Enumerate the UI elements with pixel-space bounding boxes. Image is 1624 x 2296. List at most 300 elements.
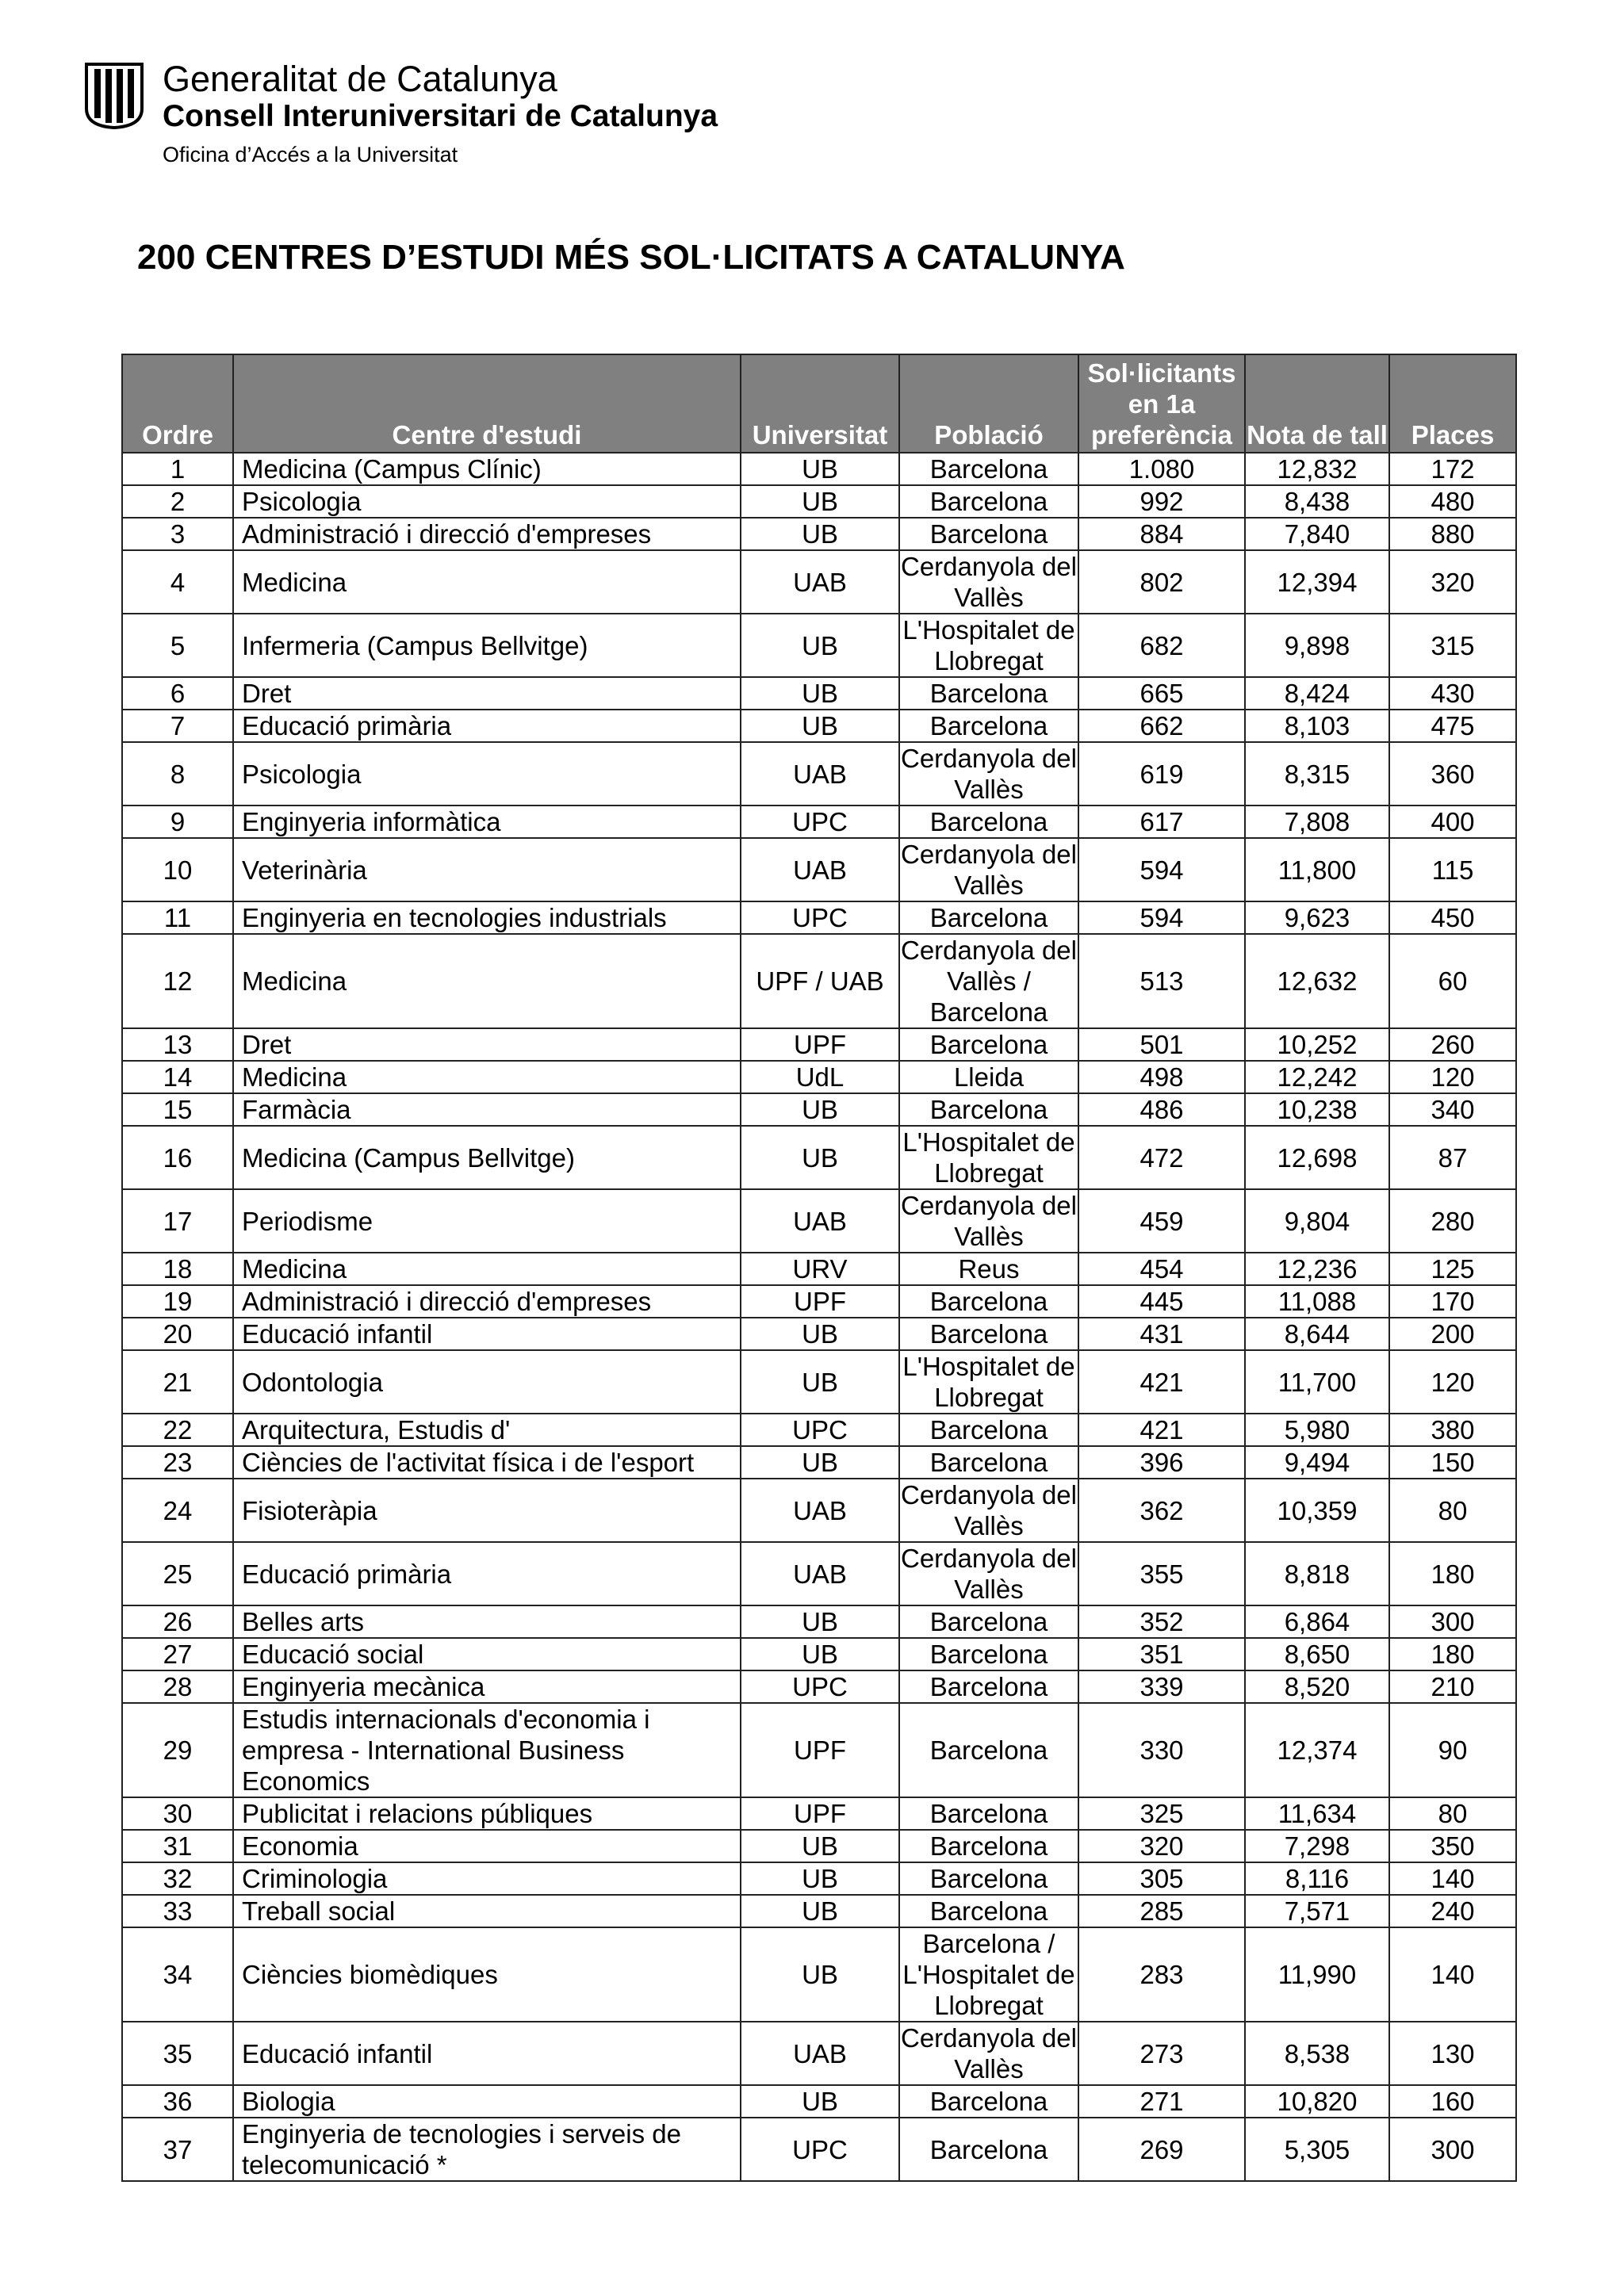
cell-nota-tall: 8,424 [1245,677,1389,710]
cell-places: 80 [1389,1479,1516,1542]
cell-centre: Publicitat i relacions públiques [233,1797,741,1830]
cell-sollicitants: 454 [1078,1253,1245,1285]
cell-universitat: UPF / UAB [741,934,899,1028]
cell-sollicitants: 330 [1078,1703,1245,1797]
cell-sollicitants: 285 [1078,1895,1245,1927]
cell-sollicitants: 992 [1078,485,1245,518]
table-row [122,1703,1516,1797]
cell-centre: Enginyeria mecànica [233,1670,741,1703]
cell-poblacio: Barcelona [899,1028,1078,1061]
cell-centre: Veterinària [233,838,741,901]
cell-nota-tall: 12,242 [1245,1061,1389,1093]
cell-centre: Arquitectura, Estudis d' [233,1414,741,1446]
table-row [122,1285,1516,1318]
cell-centre: Odontologia [233,1350,741,1414]
cell-poblacio: Cerdanyola del Vallès [899,2022,1078,2085]
cell-poblacio: Cerdanyola del Vallès [899,838,1078,901]
cell-universitat: UB [741,1927,899,2022]
cell-universitat: URV [741,1253,899,1285]
cell-poblacio: Cerdanyola del Vallès [899,742,1078,806]
cell-sollicitants: 498 [1078,1061,1245,1093]
cell-places: 180 [1389,1638,1516,1670]
table-row [122,1927,1516,2022]
cell-ordre: 13 [122,1028,233,1061]
table-row [122,1830,1516,1862]
cell-places: 200 [1389,1318,1516,1350]
cell-nota-tall: 8,438 [1245,485,1389,518]
cell-sollicitants: 351 [1078,1638,1245,1670]
cell-poblacio: Cerdanyola del Vallès [899,1542,1078,1605]
cell-nota-tall: 10,238 [1245,1093,1389,1126]
table-row [122,742,1516,806]
cell-ordre: 5 [122,614,233,677]
cell-poblacio: Barcelona [899,1862,1078,1895]
cell-poblacio: Barcelona / L'Hospitalet de Llobregat [899,1927,1078,2022]
table-row [122,2085,1516,2118]
cell-sollicitants: 617 [1078,806,1245,838]
cell-nota-tall: 10,820 [1245,2085,1389,2118]
cell-sollicitants: 501 [1078,1028,1245,1061]
cell-ordre: 6 [122,677,233,710]
cell-centre: Medicina [233,1061,741,1093]
table-row [122,1093,1516,1126]
cell-sollicitants: 594 [1078,901,1245,934]
cell-sollicitants: 421 [1078,1414,1245,1446]
table-row [122,550,1516,614]
cell-ordre: 21 [122,1350,233,1414]
cell-ordre: 34 [122,1927,233,2022]
col-header-ordre: Ordre [122,354,233,453]
cell-ordre: 7 [122,710,233,742]
cell-universitat: UB [741,677,899,710]
cell-universitat: UB [741,710,899,742]
cell-universitat: UB [741,2085,899,2118]
cell-poblacio: Barcelona [899,1830,1078,1862]
cell-sollicitants: 355 [1078,1542,1245,1605]
cell-poblacio: Cerdanyola del Vallès [899,550,1078,614]
cell-poblacio: Barcelona [899,1414,1078,1446]
cell-nota-tall: 9,898 [1245,614,1389,677]
col-header-universitat: Universitat [741,354,899,453]
cell-poblacio: Barcelona [899,1895,1078,1927]
cell-universitat: UB [741,1862,899,1895]
cell-places: 280 [1389,1189,1516,1253]
table-row [122,710,1516,742]
cell-universitat: UB [741,1318,899,1350]
cell-places: 120 [1389,1350,1516,1414]
cell-universitat: UB [741,614,899,677]
cell-universitat: UB [741,1446,899,1479]
cell-nota-tall: 9,494 [1245,1446,1389,1479]
cell-sollicitants: 362 [1078,1479,1245,1542]
cell-nota-tall: 8,818 [1245,1542,1389,1605]
cell-ordre: 27 [122,1638,233,1670]
cell-poblacio: Barcelona [899,1703,1078,1797]
cell-centre: Administració i direcció d'empreses [233,1285,741,1318]
cell-ordre: 3 [122,518,233,550]
cell-sollicitants: 352 [1078,1605,1245,1638]
cell-nota-tall: 12,394 [1245,550,1389,614]
cell-ordre: 30 [122,1797,233,1830]
cell-sollicitants: 884 [1078,518,1245,550]
cell-centre: Enginyeria de tecnologies i serveis de telecomunicació * [233,2118,741,2181]
cell-universitat: UPF [741,1285,899,1318]
cell-ordre: 1 [122,453,233,485]
cell-universitat: UAB [741,2022,899,2085]
cell-nota-tall: 12,632 [1245,934,1389,1028]
cell-centre: Fisioteràpia [233,1479,741,1542]
cell-poblacio: Barcelona [899,677,1078,710]
centres-table [121,354,1517,2182]
table-row [122,901,1516,934]
table-row [122,1542,1516,1605]
cell-nota-tall: 7,298 [1245,1830,1389,1862]
cell-universitat: UB [741,453,899,485]
cell-nota-tall: 12,832 [1245,453,1389,485]
cell-places: 172 [1389,453,1516,485]
cell-places: 450 [1389,901,1516,934]
table-row [122,1126,1516,1189]
cell-poblacio: Barcelona [899,1318,1078,1350]
cell-poblacio: Cerdanyola del Vallès [899,1479,1078,1542]
cell-places: 150 [1389,1446,1516,1479]
cell-sollicitants: 662 [1078,710,1245,742]
table-row [122,1350,1516,1414]
cell-ordre: 29 [122,1703,233,1797]
cell-universitat: UB [741,1895,899,1927]
cell-places: 480 [1389,485,1516,518]
cell-centre: Ciències de l'activitat física i de l'esport [233,1446,741,1479]
cell-centre: Estudis internacionals d'economia i empresa - International Business Economics [233,1703,741,1797]
cell-centre: Administració i direcció d'empreses [233,518,741,550]
cell-ordre: 15 [122,1093,233,1126]
col-header-sollicitants: Sol·licitants en 1a preferència [1078,354,1245,453]
cell-places: 880 [1389,518,1516,550]
cell-centre: Ciències biomèdiques [233,1927,741,2022]
cell-ordre: 17 [122,1189,233,1253]
col-header-places: Places [1389,354,1516,453]
cell-sollicitants: 486 [1078,1093,1245,1126]
cell-universitat: UB [741,1126,899,1189]
cell-ordre: 26 [122,1605,233,1638]
cell-nota-tall: 8,644 [1245,1318,1389,1350]
cell-poblacio: L'Hospitalet de Llobregat [899,1126,1078,1189]
cell-sollicitants: 472 [1078,1126,1245,1189]
cell-sollicitants: 682 [1078,614,1245,677]
cell-ordre: 25 [122,1542,233,1605]
cell-sollicitants: 283 [1078,1927,1245,2022]
cell-sollicitants: 431 [1078,1318,1245,1350]
cell-ordre: 20 [122,1318,233,1350]
cell-centre: Economia [233,1830,741,1862]
cell-poblacio: Barcelona [899,518,1078,550]
cell-nota-tall: 8,520 [1245,1670,1389,1703]
cell-universitat: UAB [741,1189,899,1253]
cell-ordre: 2 [122,485,233,518]
cell-ordre: 35 [122,2022,233,2085]
cell-universitat: UPF [741,1797,899,1830]
cell-ordre: 10 [122,838,233,901]
cell-places: 115 [1389,838,1516,901]
table-row [122,1028,1516,1061]
cell-sollicitants: 513 [1078,934,1245,1028]
cell-poblacio: Barcelona [899,1285,1078,1318]
cell-universitat: UPC [741,806,899,838]
cell-ordre: 8 [122,742,233,806]
cell-universitat: UPC [741,1414,899,1446]
cell-ordre: 19 [122,1285,233,1318]
cell-sollicitants: 320 [1078,1830,1245,1862]
cell-sollicitants: 269 [1078,2118,1245,2181]
cell-poblacio: Barcelona [899,1638,1078,1670]
cell-universitat: UPF [741,1028,899,1061]
cell-ordre: 24 [122,1479,233,1542]
cell-ordre: 23 [122,1446,233,1479]
table-row [122,1061,1516,1093]
cell-nota-tall: 8,650 [1245,1638,1389,1670]
cell-universitat: UB [741,485,899,518]
table-row [122,1797,1516,1830]
cell-poblacio: Reus [899,1253,1078,1285]
cell-ordre: 14 [122,1061,233,1093]
cell-places: 140 [1389,1862,1516,1895]
col-header-poblacio: Població [899,354,1078,453]
table-row [122,1605,1516,1638]
table-row [122,1638,1516,1670]
cell-poblacio: Barcelona [899,1670,1078,1703]
table-row [122,2022,1516,2085]
cell-universitat: UAB [741,1479,899,1542]
cell-places: 90 [1389,1703,1516,1797]
cell-centre: Criminologia [233,1862,741,1895]
cell-places: 350 [1389,1830,1516,1862]
cell-ordre: 31 [122,1830,233,1862]
cell-poblacio: Barcelona [899,710,1078,742]
cell-nota-tall: 10,359 [1245,1479,1389,1542]
cell-universitat: UPF [741,1703,899,1797]
cell-poblacio: Lleida [899,1061,1078,1093]
cell-poblacio: Cerdanyola del Vallès [899,1189,1078,1253]
table-row [122,1479,1516,1542]
cell-places: 400 [1389,806,1516,838]
cell-nota-tall: 11,634 [1245,1797,1389,1830]
cell-sollicitants: 1.080 [1078,453,1245,485]
table-row [122,453,1516,485]
cell-centre: Medicina [233,934,741,1028]
cell-centre: Psicologia [233,485,741,518]
cell-places: 160 [1389,2085,1516,2118]
cell-centre: Psicologia [233,742,741,806]
cell-centre: Enginyeria informàtica [233,806,741,838]
table-row [122,1318,1516,1350]
cell-sollicitants: 665 [1078,677,1245,710]
cell-nota-tall: 11,088 [1245,1285,1389,1318]
cell-places: 475 [1389,710,1516,742]
cell-poblacio: Barcelona [899,806,1078,838]
table-row [122,806,1516,838]
cell-sollicitants: 619 [1078,742,1245,806]
cell-poblacio: Barcelona [899,485,1078,518]
cell-ordre: 4 [122,550,233,614]
cell-ordre: 37 [122,2118,233,2181]
cell-ordre: 12 [122,934,233,1028]
cell-universitat: UPC [741,901,899,934]
cell-sollicitants: 802 [1078,550,1245,614]
cell-centre: Educació primària [233,710,741,742]
cell-places: 360 [1389,742,1516,806]
cell-nota-tall: 7,571 [1245,1895,1389,1927]
cell-centre: Belles arts [233,1605,741,1638]
cell-universitat: UB [741,1093,899,1126]
cell-places: 300 [1389,2118,1516,2181]
cell-places: 380 [1389,1414,1516,1446]
cell-centre: Medicina (Campus Bellvitge) [233,1126,741,1189]
cell-ordre: 28 [122,1670,233,1703]
cell-universitat: UB [741,1830,899,1862]
cell-places: 210 [1389,1670,1516,1703]
cell-centre: Enginyeria en tecnologies industrials [233,901,741,934]
cell-poblacio: Barcelona [899,901,1078,934]
table-row [122,934,1516,1028]
cell-ordre: 18 [122,1253,233,1285]
cell-universitat: UPC [741,2118,899,2181]
cell-nota-tall: 5,980 [1245,1414,1389,1446]
cell-nota-tall: 10,252 [1245,1028,1389,1061]
cell-universitat: UAB [741,838,899,901]
cell-universitat: UPC [741,1670,899,1703]
cell-nota-tall: 7,840 [1245,518,1389,550]
cell-places: 60 [1389,934,1516,1028]
cell-ordre: 22 [122,1414,233,1446]
cell-ordre: 16 [122,1126,233,1189]
cell-poblacio: Barcelona [899,2118,1078,2181]
cell-centre: Dret [233,1028,741,1061]
table-row [122,1414,1516,1446]
cell-universitat: UAB [741,550,899,614]
table-row [122,518,1516,550]
cell-centre: Educació infantil [233,1318,741,1350]
cell-universitat: UdL [741,1061,899,1093]
cell-places: 87 [1389,1126,1516,1189]
cell-centre: Medicina (Campus Clínic) [233,453,741,485]
cell-nota-tall: 7,808 [1245,806,1389,838]
cell-ordre: 32 [122,1862,233,1895]
cell-sollicitants: 271 [1078,2085,1245,2118]
cell-poblacio: L'Hospitalet de Llobregat [899,614,1078,677]
cell-sollicitants: 325 [1078,1797,1245,1830]
cell-poblacio: Barcelona [899,1093,1078,1126]
cell-nota-tall: 11,800 [1245,838,1389,901]
table-row [122,2118,1516,2181]
org-line-3: Oficina d’Accés a la Universitat [163,143,458,166]
cell-ordre: 11 [122,901,233,934]
cell-places: 170 [1389,1285,1516,1318]
cell-universitat: UAB [741,1542,899,1605]
cell-nota-tall: 6,864 [1245,1605,1389,1638]
org-line-1: Generalitat de Catalunya [163,59,557,99]
cell-nota-tall: 8,103 [1245,710,1389,742]
cell-universitat: UB [741,1350,899,1414]
cell-sollicitants: 305 [1078,1862,1245,1895]
cell-places: 180 [1389,1542,1516,1605]
cell-universitat: UAB [741,742,899,806]
organization-name [163,59,718,172]
cell-nota-tall: 12,236 [1245,1253,1389,1285]
cell-nota-tall: 11,990 [1245,1927,1389,2022]
cell-poblacio: Barcelona [899,1797,1078,1830]
cell-places: 430 [1389,677,1516,710]
table-row [122,1670,1516,1703]
cell-places: 130 [1389,2022,1516,2085]
cell-nota-tall: 9,623 [1245,901,1389,934]
cell-sollicitants: 594 [1078,838,1245,901]
table-row [122,1862,1516,1895]
table-row [122,677,1516,710]
cell-poblacio: Barcelona [899,1605,1078,1638]
table-row [122,1895,1516,1927]
table-row [122,1446,1516,1479]
cell-nota-tall: 8,315 [1245,742,1389,806]
table-row [122,614,1516,677]
table-row [122,1189,1516,1253]
cell-sollicitants: 445 [1078,1285,1245,1318]
cell-sollicitants: 396 [1078,1446,1245,1479]
cell-places: 340 [1389,1093,1516,1126]
cell-places: 300 [1389,1605,1516,1638]
cell-places: 120 [1389,1061,1516,1093]
org-line-2: Consell Interuniversitari de Catalunya [163,99,718,133]
table-row [122,838,1516,901]
cell-centre: Dret [233,677,741,710]
cell-centre: Farmàcia [233,1093,741,1126]
cell-ordre: 33 [122,1895,233,1927]
cell-centre: Treball social [233,1895,741,1927]
cell-poblacio: L'Hospitalet de Llobregat [899,1350,1078,1414]
cell-centre: Infermeria (Campus Bellvitge) [233,614,741,677]
cell-nota-tall: 5,305 [1245,2118,1389,2181]
cell-centre: Educació infantil [233,2022,741,2085]
cell-sollicitants: 339 [1078,1670,1245,1703]
table-row [122,1253,1516,1285]
cell-ordre: 36 [122,2085,233,2118]
cell-centre: Medicina [233,1253,741,1285]
cell-ordre: 9 [122,806,233,838]
table-row [122,485,1516,518]
cell-places: 320 [1389,550,1516,614]
cell-places: 315 [1389,614,1516,677]
cell-places: 240 [1389,1895,1516,1927]
cell-centre: Biologia [233,2085,741,2118]
cell-universitat: UB [741,1638,899,1670]
cell-centre: Educació social [233,1638,741,1670]
cell-poblacio: Barcelona [899,453,1078,485]
cell-centre: Periodisme [233,1189,741,1253]
cell-nota-tall: 12,698 [1245,1126,1389,1189]
cell-poblacio: Cerdanyola del Vallès / Barcelona [899,934,1078,1028]
cell-poblacio: Barcelona [899,1446,1078,1479]
cell-nota-tall: 9,804 [1245,1189,1389,1253]
cell-places: 125 [1389,1253,1516,1285]
cell-sollicitants: 459 [1078,1189,1245,1253]
cell-nota-tall: 12,374 [1245,1703,1389,1797]
cell-nota-tall: 8,116 [1245,1862,1389,1895]
cell-universitat: UB [741,1605,899,1638]
cell-centre: Educació primària [233,1542,741,1605]
table-body [122,453,1516,2181]
cell-sollicitants: 421 [1078,1350,1245,1414]
generalitat-logo-icon [83,61,145,129]
cell-nota-tall: 11,700 [1245,1350,1389,1414]
